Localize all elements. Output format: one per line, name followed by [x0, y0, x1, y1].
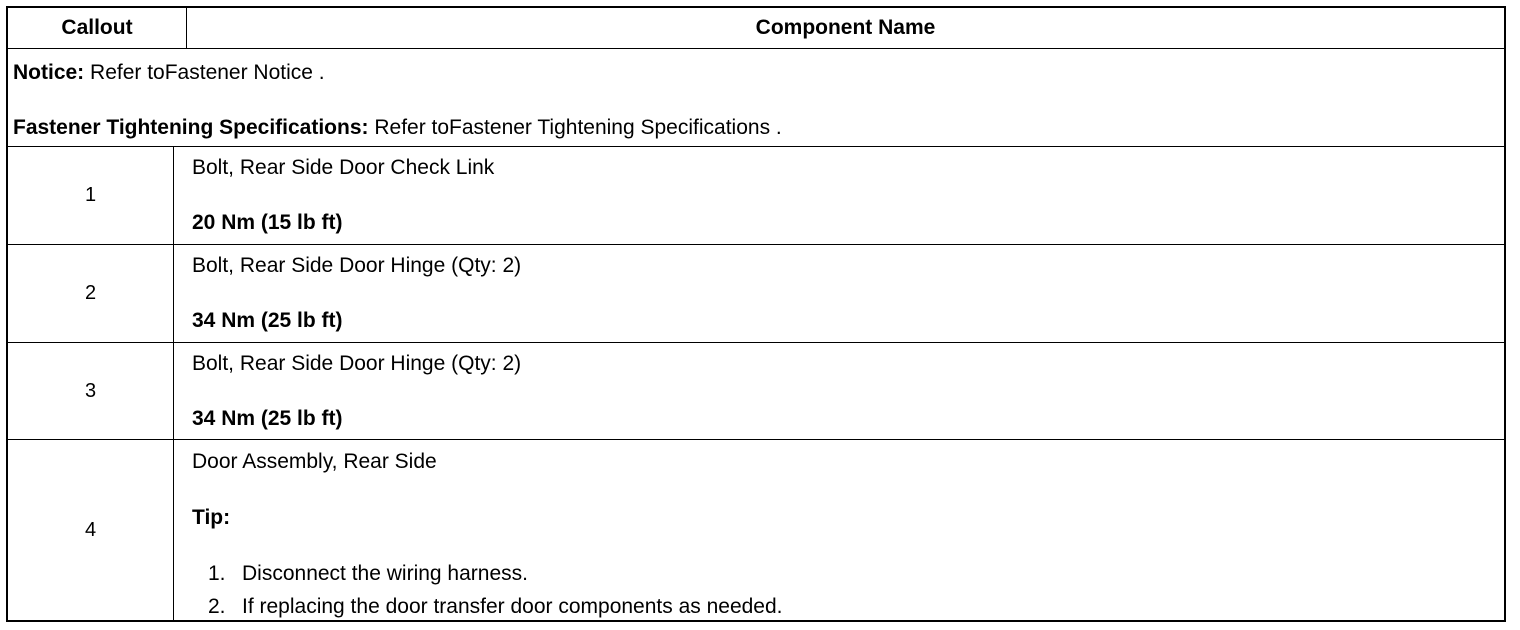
fastener-spec-label: Fastener Tightening Specifications: [13, 116, 369, 139]
notice-label: Notice: [13, 61, 85, 84]
table-row [8, 147, 1504, 245]
notice-text: Refer toFastener Notice . [84, 61, 325, 84]
table-row [8, 440, 1504, 620]
component-name: Bolt, Rear Side Door Check Link [192, 156, 495, 179]
step-text: Disconnect the wiring harness. [242, 562, 528, 585]
notice-block [8, 49, 1504, 147]
component-cell [174, 147, 1504, 244]
tip-step [208, 562, 528, 586]
fastener-spec-text: Refer toFastener Tightening Specifications . [368, 116, 782, 139]
tip-step [208, 595, 783, 619]
table-header-row [8, 8, 1504, 49]
component-cell [174, 343, 1504, 439]
component-cell [174, 440, 1504, 620]
callout-number: 4 [8, 440, 174, 620]
component-name: Bolt, Rear Side Door Hinge (Qty: 2) [192, 254, 522, 277]
tip-label: Tip: [192, 506, 231, 529]
torque-spec: 34 Nm (25 lb ft) [192, 407, 343, 430]
callout-number: 3 [8, 343, 174, 439]
notice-line [13, 61, 325, 85]
torque-spec: 34 Nm (25 lb ft) [192, 309, 343, 332]
callout-column-header: Callout [8, 8, 187, 48]
torque-spec: 20 Nm (15 lb ft) [192, 211, 343, 234]
component-table [6, 6, 1506, 622]
component-name-column-header: Component Name [755, 16, 936, 39]
callout-number: 1 [8, 147, 174, 244]
component-name: Bolt, Rear Side Door Hinge (Qty: 2) [192, 352, 522, 375]
component-cell [174, 245, 1504, 342]
table-row [8, 245, 1504, 343]
step-number: 1. [208, 562, 226, 585]
step-text: If replacing the door transfer door components as needed. [242, 595, 783, 618]
component-name: Door Assembly, Rear Side [192, 450, 437, 473]
step-number: 2. [208, 595, 226, 618]
callout-number: 2 [8, 245, 174, 342]
table-row [8, 343, 1504, 440]
fastener-spec-line [13, 116, 782, 140]
